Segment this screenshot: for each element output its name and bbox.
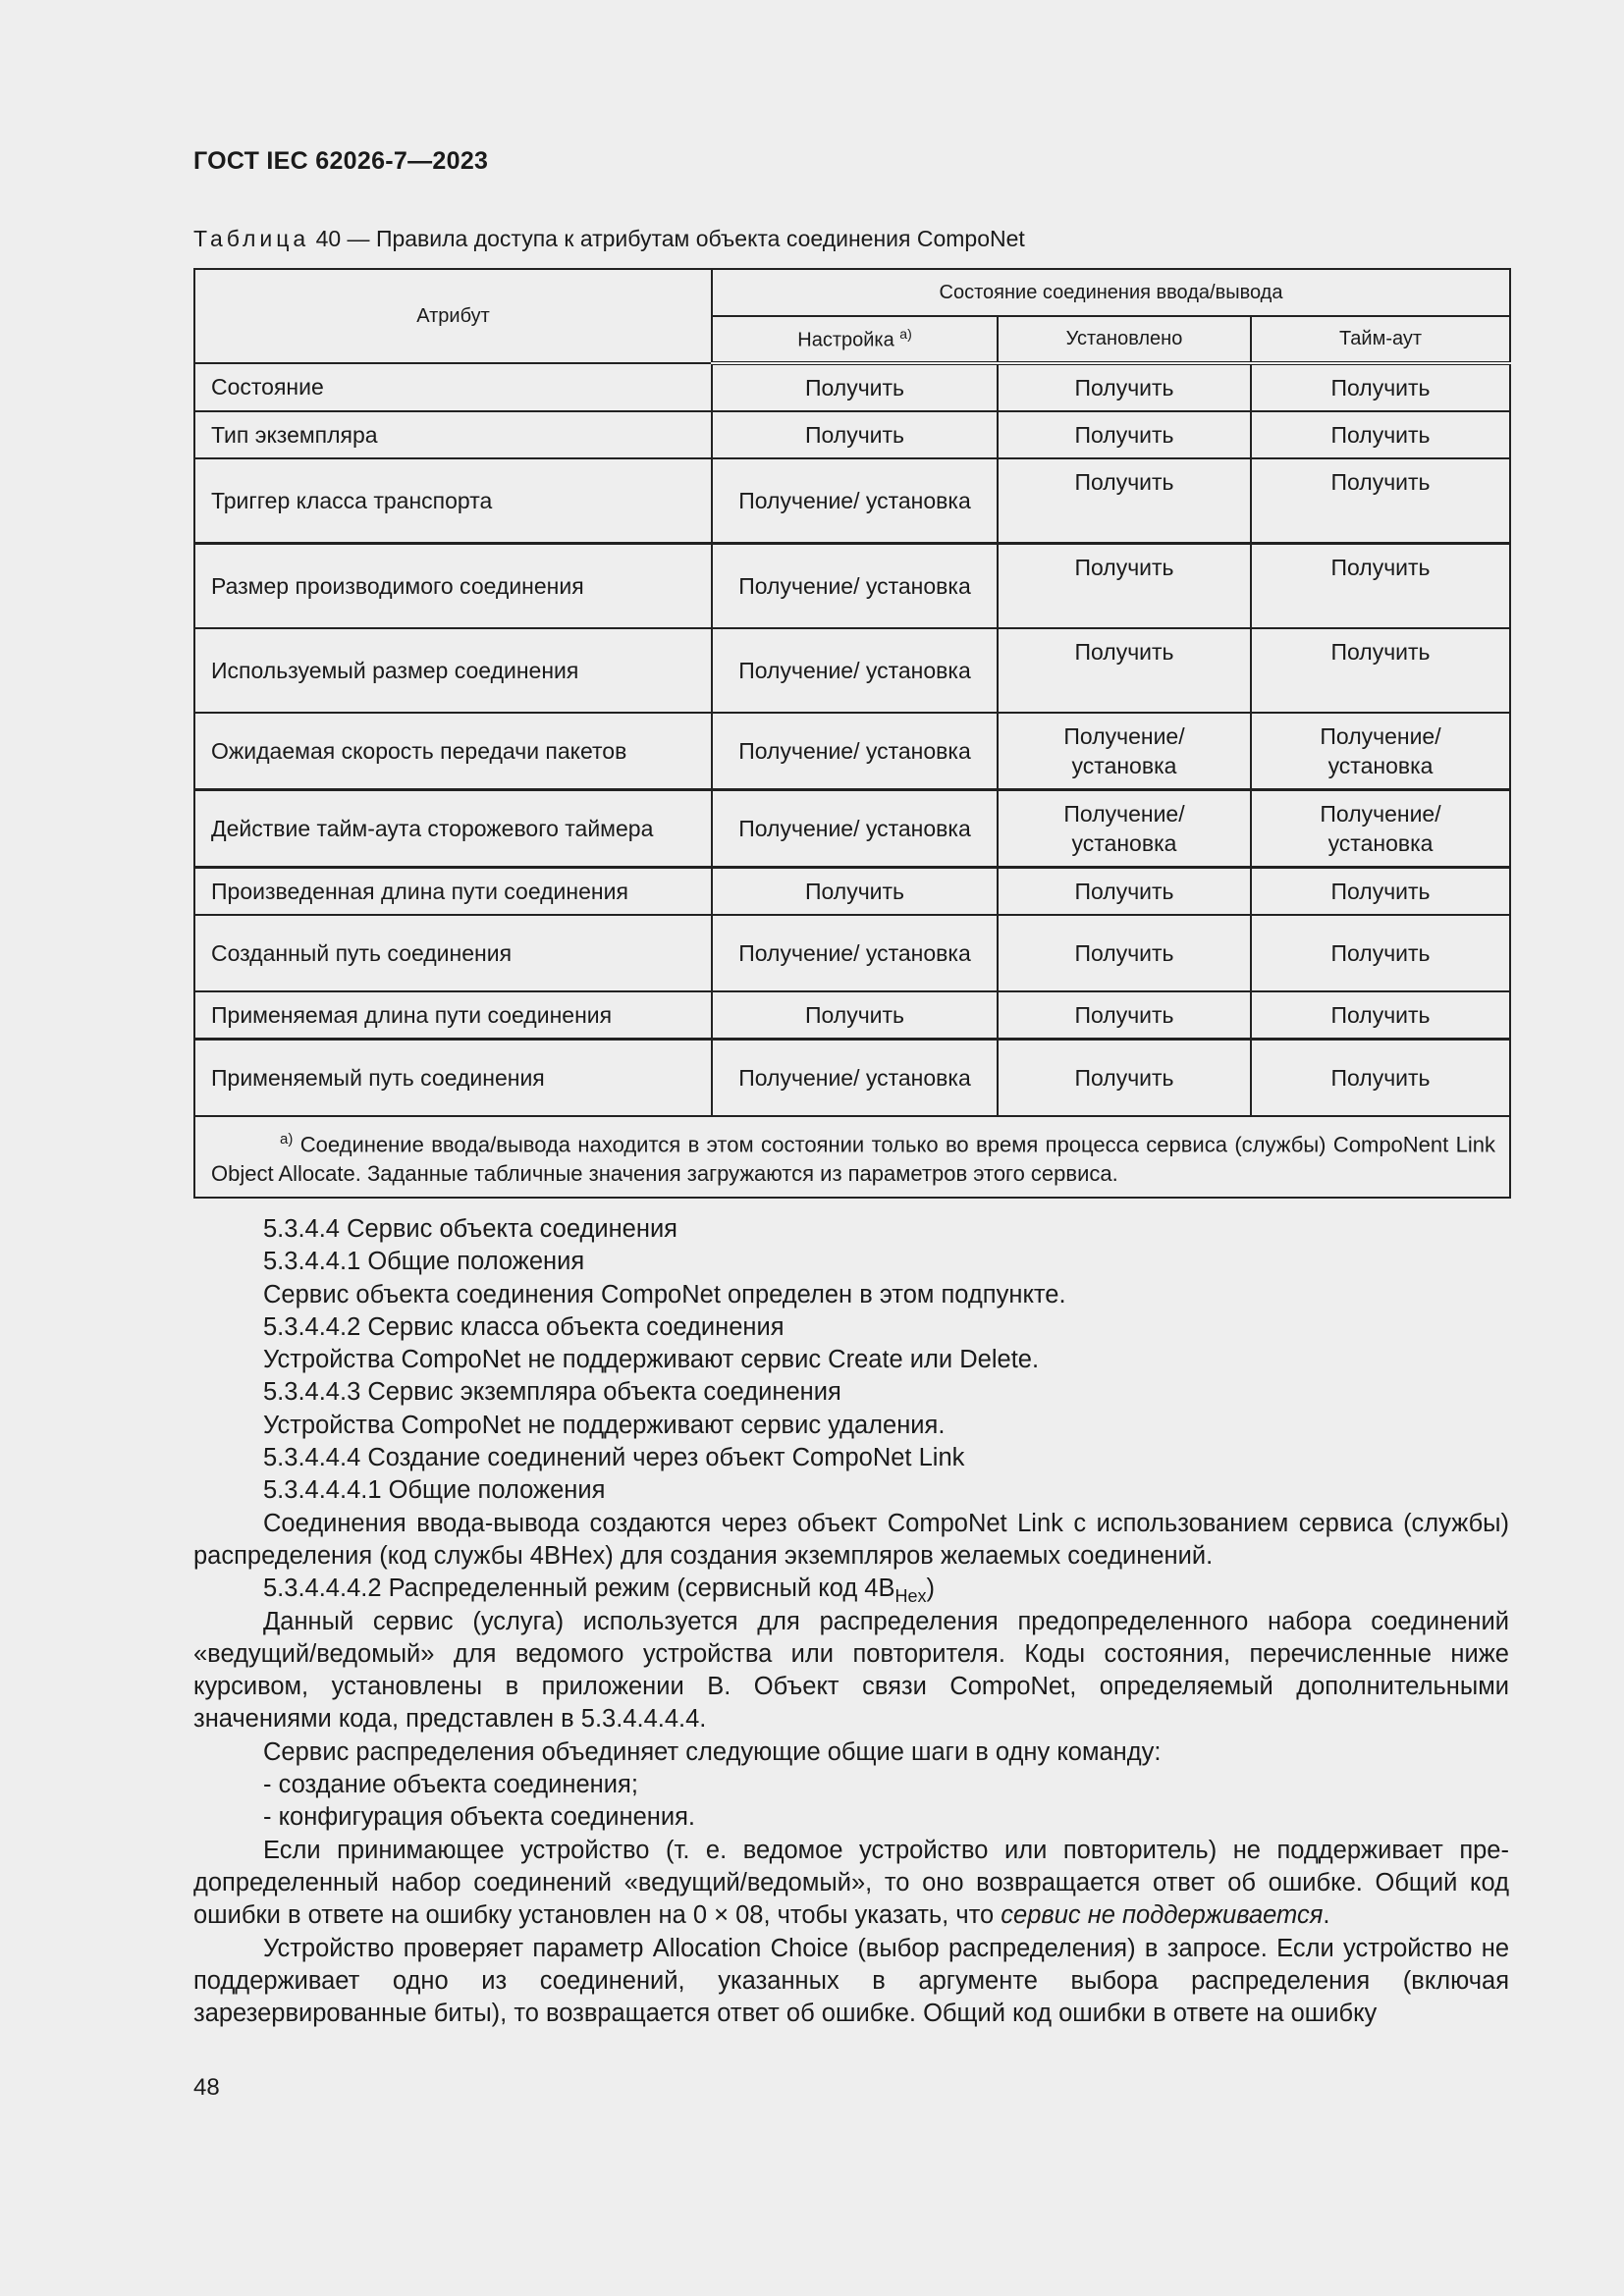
table-footnote <box>194 1116 1510 1198</box>
cell-established: Получить <box>998 458 1251 544</box>
cell-timeout: Получить <box>1251 868 1510 916</box>
cell-attribute: Состояние <box>194 363 712 411</box>
cell-timeout: Получить <box>1251 363 1510 411</box>
cell-setup: Получить <box>712 363 998 411</box>
cell-timeout: Получение/ установка <box>1251 713 1510 790</box>
cell-timeout: Получить <box>1251 458 1510 544</box>
table-row <box>194 544 1510 629</box>
col-header-setup-label: Настройка <box>797 329 894 351</box>
cell-attribute: Тип экземпляра <box>194 411 712 458</box>
cell-setup: Получение/ установка <box>712 628 998 713</box>
col-header-setup <box>712 316 998 363</box>
cell-attribute: Применяемая длина пути соединения <box>194 991 712 1040</box>
section-heading <box>193 1573 1509 1605</box>
cell-timeout: Получить <box>1251 411 1510 458</box>
cell-established: Получить <box>998 1040 1251 1117</box>
cell-setup: Получить <box>712 991 998 1040</box>
cell-established: Получить <box>998 544 1251 629</box>
heading-text-end: ) <box>926 1575 936 1603</box>
paragraph: Устройство проверяет параметр Allocation Choice (выбор распределения) в запросе. Если устройство не поддерживает одно из соединений, указанных в аргументе выбора распределения (включая зарезервированные биты), то возвращается ответ об ошибке. Общий код ошибки в ответе на ошибку <box>193 1934 1509 2028</box>
cell-attribute: Ожидаемая скорость передачи пакетов <box>194 713 712 790</box>
table-row <box>194 1040 1510 1117</box>
cell-attribute: Действие тайм-аута сторожевого таймера <box>194 790 712 868</box>
cell-setup: Получение/ установка <box>712 1040 998 1117</box>
cell-timeout: Получить <box>1251 915 1510 991</box>
cell-attribute: Триггер класса транспорта <box>194 458 712 544</box>
page-number: 48 <box>193 2074 220 2101</box>
cell-attribute: Размер производимого соединения <box>194 544 712 629</box>
section-heading: 5.3.4.4.4 Создание соединений через объект CompoNet Link <box>263 1444 965 1472</box>
table-row <box>194 713 1510 790</box>
cell-timeout: Получить <box>1251 628 1510 713</box>
cell-attribute: Произведенная длина пути соединения <box>194 868 712 916</box>
paragraph: Данный сервис (услуга) используется для распределения предопределенного набора соединений «ведущий/ведомый» для ведомого устройства или повторителя. Коды состояния, перечисленные ниже курсивом, установлены в приложении В. Объект связи CompoNet, определяемый дополнительными значениями кода, представлен в 5.3.4.4.4.4. <box>193 1607 1509 1734</box>
cell-established: Получить <box>998 363 1251 411</box>
table-row <box>194 868 1510 916</box>
cell-timeout: Получить <box>1251 1040 1510 1117</box>
cell-established: Получить <box>998 628 1251 713</box>
table-footnote-row <box>194 1116 1510 1198</box>
cell-setup: Получение/ установка <box>712 915 998 991</box>
col-header-timeout: Тайм-аут <box>1251 316 1510 363</box>
cell-setup: Получение/ установка <box>712 544 998 629</box>
cell-timeout: Получить <box>1251 544 1510 629</box>
cell-setup: Получить <box>712 868 998 916</box>
cell-established: Получить <box>998 991 1251 1040</box>
footnote-mark: а) <box>280 1131 294 1148</box>
cell-timeout: Получить <box>1251 991 1510 1040</box>
table-row <box>194 628 1510 713</box>
paragraph <box>193 1835 1509 1933</box>
section-heading: 5.3.4.4.1 Общие положения <box>263 1248 585 1276</box>
col-header-setup-note: а) <box>899 326 912 343</box>
access-rules-table <box>193 268 1511 1199</box>
table-caption-text: 40 — Правила доступа к атрибутам объекта соединения CompoNet <box>309 226 1025 251</box>
cell-established: Получить <box>998 868 1251 916</box>
table-row <box>194 411 1510 458</box>
section-heading: 5.3.4.4.4.1 Общие положения <box>263 1476 606 1505</box>
paragraph: Сервис объекта соединения CompoNet определен в этом подпункте. <box>263 1280 1066 1308</box>
heading-subscript: Hex <box>894 1586 927 1607</box>
paragraph: Устройства CompoNet не поддерживают сервис Create или Delete. <box>263 1346 1040 1374</box>
document-header: ГОСТ IEC 62026-7—2023 <box>193 147 489 175</box>
cell-attribute: Используемый размер соединения <box>194 628 712 713</box>
body-text <box>193 1213 1509 2030</box>
section-heading: 5.3.4.4.3 Сервис экземпляра объекта соединения <box>263 1378 841 1407</box>
paragraph-text-end: . <box>1323 1901 1330 1930</box>
heading-text: 5.3.4.4.4.2 Распределенный режим (сервисный код 4B <box>263 1575 895 1603</box>
table-caption <box>193 226 1025 252</box>
cell-timeout: Получение/ установка <box>1251 790 1510 868</box>
table-row <box>194 458 1510 544</box>
list-item: - создание объекта соединения; <box>263 1771 638 1799</box>
cell-attribute: Созданный путь соединения <box>194 915 712 991</box>
table-caption-prefix: Таблица <box>193 226 310 251</box>
cell-attribute: Применяемый путь соединения <box>194 1040 712 1117</box>
paragraph: Устройства CompoNet не поддерживают сервис удаления. <box>263 1411 946 1439</box>
col-header-group: Состояние соединения ввода/вывода <box>712 269 1510 316</box>
list-item: - конфигурация объекта соединения. <box>263 1803 695 1832</box>
paragraph-text: Если принимающее устройство (т. е. ведомое устройство или повторитель) не поддерживает предопределенный набор соединений «ведущий/ведомый», то оно возвращается ответ об ошибке. Общий код ошибки в ответе на ошибку установлен на 0 × 08, чтобы указать, что <box>193 1836 1509 1930</box>
col-header-attribute: Атрибут <box>194 269 712 363</box>
paragraph: Соединения ввода-вывода создаются через объект CompoNet Link с использованием сервиса (службы) распределения (код службы 4BHex) для создания экземпляров желаемых соединений. <box>193 1509 1509 1570</box>
paragraph-italic: сервис не поддерживается <box>1001 1901 1324 1930</box>
cell-setup: Получение/ установка <box>712 790 998 868</box>
table-row <box>194 991 1510 1040</box>
section-heading: 5.3.4.4 Сервис объекта соединения <box>263 1215 677 1243</box>
section-heading: 5.3.4.4.2 Сервис класса объекта соединения <box>263 1312 785 1341</box>
cell-established: Получить <box>998 411 1251 458</box>
cell-established: Получить <box>998 915 1251 991</box>
table-row <box>194 363 1510 411</box>
paragraph: Сервис распределения объединяет следующие общие шаги в одну команду: <box>263 1737 1162 1766</box>
cell-setup: Получить <box>712 411 998 458</box>
footnote-text: Соединение ввода/вывода находится в этом состоянии только во время процесса сервиса (службы) CompoNent Link Object Allocate. Заданные табличные значения загружаются из параметров этого сервиса. <box>211 1132 1496 1187</box>
col-header-established: Установлено <box>998 316 1251 363</box>
cell-setup: Получение/ установка <box>712 458 998 544</box>
table-row <box>194 915 1510 991</box>
cell-setup: Получение/ установка <box>712 713 998 790</box>
cell-established: Получение/ установка <box>998 790 1251 868</box>
table-row <box>194 790 1510 868</box>
cell-established: Получение/ установка <box>998 713 1251 790</box>
